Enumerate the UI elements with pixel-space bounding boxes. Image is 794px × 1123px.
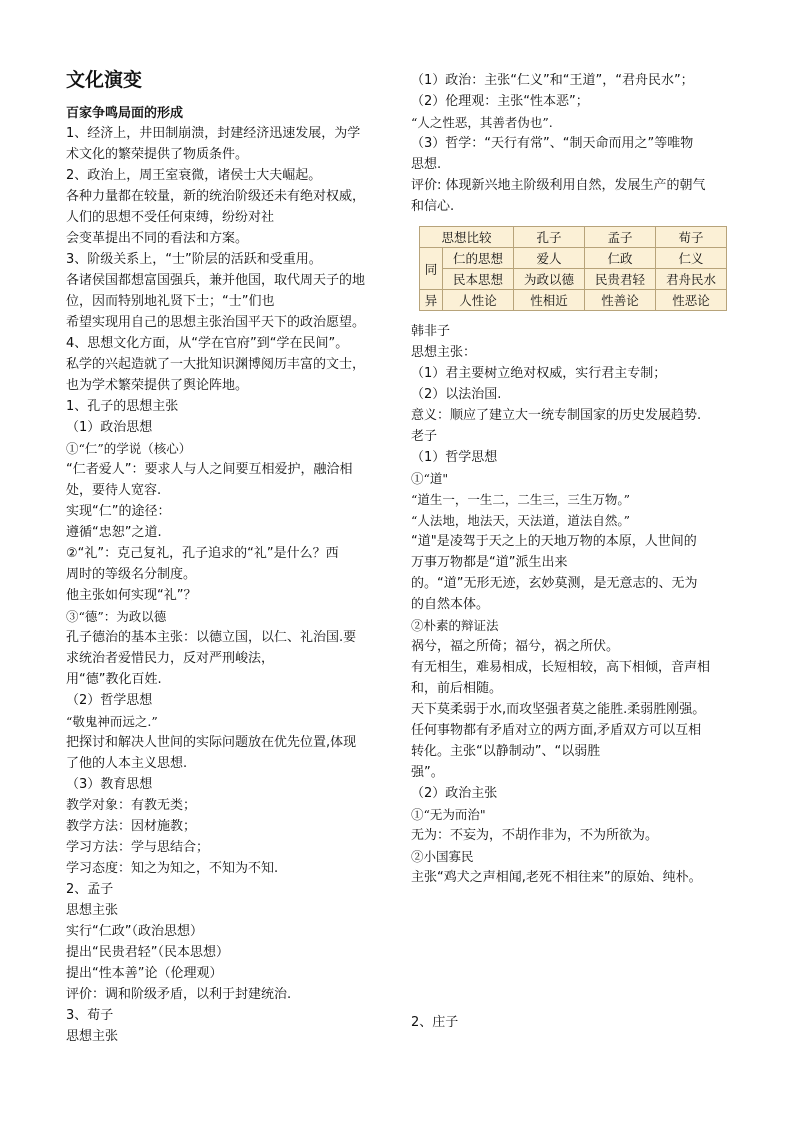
table-cell: 爱人 bbox=[514, 248, 585, 269]
text-line: 的自然本体。 bbox=[411, 597, 490, 612]
text-line: 周时的等级名分制度。 bbox=[66, 567, 197, 582]
text-line: （1）哲学思想 bbox=[411, 450, 498, 465]
text-line: 评价：调和阶级矛盾，以利于封建统治. bbox=[66, 987, 292, 1002]
table-side-label: 异 bbox=[420, 290, 443, 311]
text-line: 2、孟子 bbox=[66, 882, 114, 897]
section-heading: 百家争鸣局面的形成 bbox=[66, 106, 184, 121]
text-line: （1）政治思想 bbox=[66, 420, 153, 435]
text-line: “人之性恶，其善者伪也”. bbox=[411, 115, 553, 130]
text-line: 他主张如何实现“礼”？ bbox=[66, 588, 197, 603]
table-cell: 为政以德 bbox=[514, 269, 585, 290]
text-line: 和信心. bbox=[411, 199, 455, 214]
text-line: 处，要待人宽容. bbox=[66, 483, 162, 498]
text-line: 和，前后相随。 bbox=[411, 681, 503, 696]
text-line: “仁者爱人”：要求人与人之间要互相爱护，融洽相 bbox=[66, 462, 353, 477]
text-line: 的。“道”无形无迹，玄妙莫测，是无意志的、无为 bbox=[411, 576, 698, 591]
text-line: 思想. bbox=[411, 157, 442, 172]
text-line: 2、庄子 bbox=[411, 1015, 459, 1030]
table-cell: 性恶论 bbox=[656, 290, 727, 311]
text-line: 评价: 体现新兴地主阶级利用自然，发展生产的朝气 bbox=[411, 178, 706, 193]
text-line: ②朴素的辩证法 bbox=[411, 618, 499, 633]
table-cell: 仁政 bbox=[585, 248, 656, 269]
table-row bbox=[420, 248, 727, 269]
text-line: ①“无为而治" bbox=[411, 807, 486, 822]
table-cell: 性相近 bbox=[514, 290, 585, 311]
text-line: 提出“性本善”论（伦理观） bbox=[66, 966, 223, 981]
text-line: 老子 bbox=[411, 429, 438, 444]
text-line: （2）政治主张 bbox=[411, 786, 498, 801]
text-line: 遵循“忠恕”之道. bbox=[66, 525, 162, 540]
text-line: 各种力量都在较量，新的统治阶级还未有绝对权威， bbox=[66, 189, 366, 204]
table-cell: 性善论 bbox=[585, 290, 656, 311]
text-line: 3、阶级关系上，“士”阶层的活跃和受重用。 bbox=[66, 252, 322, 267]
table-cell: 君舟民水 bbox=[656, 269, 727, 290]
table-cell: 仁义 bbox=[656, 248, 727, 269]
text-line: 也为学术繁荣提供了舆论阵地。 bbox=[66, 378, 249, 393]
text-line: 强”。 bbox=[411, 765, 444, 780]
text-line: 思想主张 bbox=[66, 1029, 119, 1044]
table-row bbox=[420, 290, 727, 311]
text-line: 位，因而特别地礼贤下士；“士”们也 bbox=[66, 294, 275, 309]
text-line: 把探讨和解决人世间的实际问题放在优先位置,体现 bbox=[66, 735, 357, 750]
text-line: 学习方法：学与思结合； bbox=[66, 840, 210, 855]
text-line: 求统治者爱惜民力，反对严刑峻法， bbox=[66, 651, 275, 666]
table-cell: 仁的思想 bbox=[443, 248, 514, 269]
text-line: 各诸侯国都想富国强兵，兼并他国，取代周天子的地 bbox=[66, 273, 366, 288]
text-line: 人们的思想不受任何束缚，纷纷对社 bbox=[66, 210, 275, 225]
table-cell: 民本思想 bbox=[443, 269, 514, 290]
text-line: 1、孔子的思想主张 bbox=[66, 399, 179, 414]
text-line: 了他的人本主义思想. bbox=[66, 756, 188, 771]
text-line: 转化。主张“以静制动”、“以弱胜 bbox=[411, 744, 601, 759]
table-header-cell: 思想比较 bbox=[420, 227, 514, 248]
table-header-row bbox=[420, 227, 727, 248]
text-line: （1）君主要树立绝对权威，实行君主专制； bbox=[411, 366, 667, 381]
text-line: 会变革提出不同的看法和方案。 bbox=[66, 231, 249, 246]
text-line: （2）伦理观：主张“性本恶”； bbox=[411, 94, 589, 109]
text-line: 学习态度：知之为知之，不知为不知. bbox=[66, 861, 279, 876]
text-line: 实现“仁”的途径： bbox=[66, 504, 171, 519]
text-line: 天下莫柔弱于水,而攻坚强者莫之能胜.柔弱胜刚强。 bbox=[411, 702, 706, 717]
text-line: 思想主张： bbox=[411, 345, 477, 360]
text-line: 无为：不妄为，不胡作非为，不为所欲为。 bbox=[411, 828, 659, 843]
table-side-label: 同 bbox=[420, 248, 443, 290]
table-row bbox=[420, 269, 727, 290]
text-line: “人法地，地法天，天法道，道法自然。” bbox=[411, 513, 631, 528]
text-line: ①“道" bbox=[411, 471, 449, 486]
text-line: 任何事物都有矛盾对立的两方面,矛盾双方可以互相 bbox=[411, 723, 702, 738]
text-line: 1、经济上，井田制崩溃，封建经济迅速发展，为学 bbox=[66, 126, 361, 141]
text-line: （1）政治：主张“仁义”和“王道”，“君舟民水”； bbox=[411, 73, 694, 88]
text-line: 教学方法：因材施教； bbox=[66, 819, 197, 834]
text-line: （3）哲学：“天行有常”、“制天命而用之”等唯物 bbox=[411, 136, 694, 151]
text-line: 有无相生，难易相成，长短相较，高下相倾，音声相 bbox=[411, 660, 711, 675]
table-cell: 人性论 bbox=[443, 290, 514, 311]
text-line: “道"是凌驾于天之上的天地万物的本原，人世间的 bbox=[411, 534, 697, 549]
text-line: 2、政治上，周王室衰微，诸侯士大夫崛起。 bbox=[66, 168, 322, 183]
table-header-cell: 孟子 bbox=[585, 227, 656, 248]
comparison-table bbox=[419, 226, 727, 311]
text-line: 祸兮，福之所倚；福兮，祸之所伏。 bbox=[411, 639, 620, 654]
page-title: 文化演变 bbox=[66, 69, 143, 91]
text-line: 提出“民贵君轻”（民本思想） bbox=[66, 945, 229, 960]
table-cell: 民贵君轻 bbox=[585, 269, 656, 290]
text-line: 私学的兴起造就了一大批知识渊博阅历丰富的文士， bbox=[66, 357, 366, 372]
text-line: 3、荀子 bbox=[66, 1008, 114, 1023]
text-line: 实行“仁政”（政治思想） bbox=[66, 924, 203, 939]
text-line: ③“德”：为政以德 bbox=[66, 609, 167, 624]
text-line: 思想主张 bbox=[66, 903, 119, 918]
text-line: ①“仁”的学说（核心） bbox=[66, 441, 192, 456]
text-line: ②小国寡民 bbox=[411, 849, 474, 864]
text-line: 韩非子 bbox=[411, 324, 451, 339]
text-line: “道生一，一生二，二生三，三生万物。” bbox=[411, 492, 631, 507]
text-line: 万事万物都是“道”派生出来 bbox=[411, 555, 568, 570]
text-line: 希望实现用自己的思想主张治国平天下的政治愿望。 bbox=[66, 315, 366, 330]
text-line: 4、思想文化方面，从“学在官府”到“学在民间”。 bbox=[66, 336, 349, 351]
text-line: 孔子德治的基本主张：以德立国，以仁、礼治国.要 bbox=[66, 630, 357, 645]
text-line: “敬鬼神而远之.” bbox=[66, 714, 158, 729]
text-line: 意义：顺应了建立大一统专制国家的历史发展趋势. bbox=[411, 408, 702, 423]
text-line: 主张“鸡犬之声相闻,老死不相往来”的原始、纯朴。 bbox=[411, 870, 702, 885]
table-header-cell: 孔子 bbox=[514, 227, 585, 248]
text-line: （2）哲学思想 bbox=[66, 693, 153, 708]
text-line: ②“礼”：克己复礼，孔子追求的“礼”是什么？西 bbox=[66, 546, 339, 561]
text-line: 教学对象：有教无类； bbox=[66, 798, 197, 813]
text-line: （3）教育思想 bbox=[66, 777, 153, 792]
text-line: 术文化的繁荣提供了物质条件。 bbox=[66, 147, 249, 162]
table-header-cell: 荀子 bbox=[656, 227, 727, 248]
text-line: （2）以法治国. bbox=[411, 387, 502, 402]
text-line: 用“德”教化百姓. bbox=[66, 672, 162, 687]
